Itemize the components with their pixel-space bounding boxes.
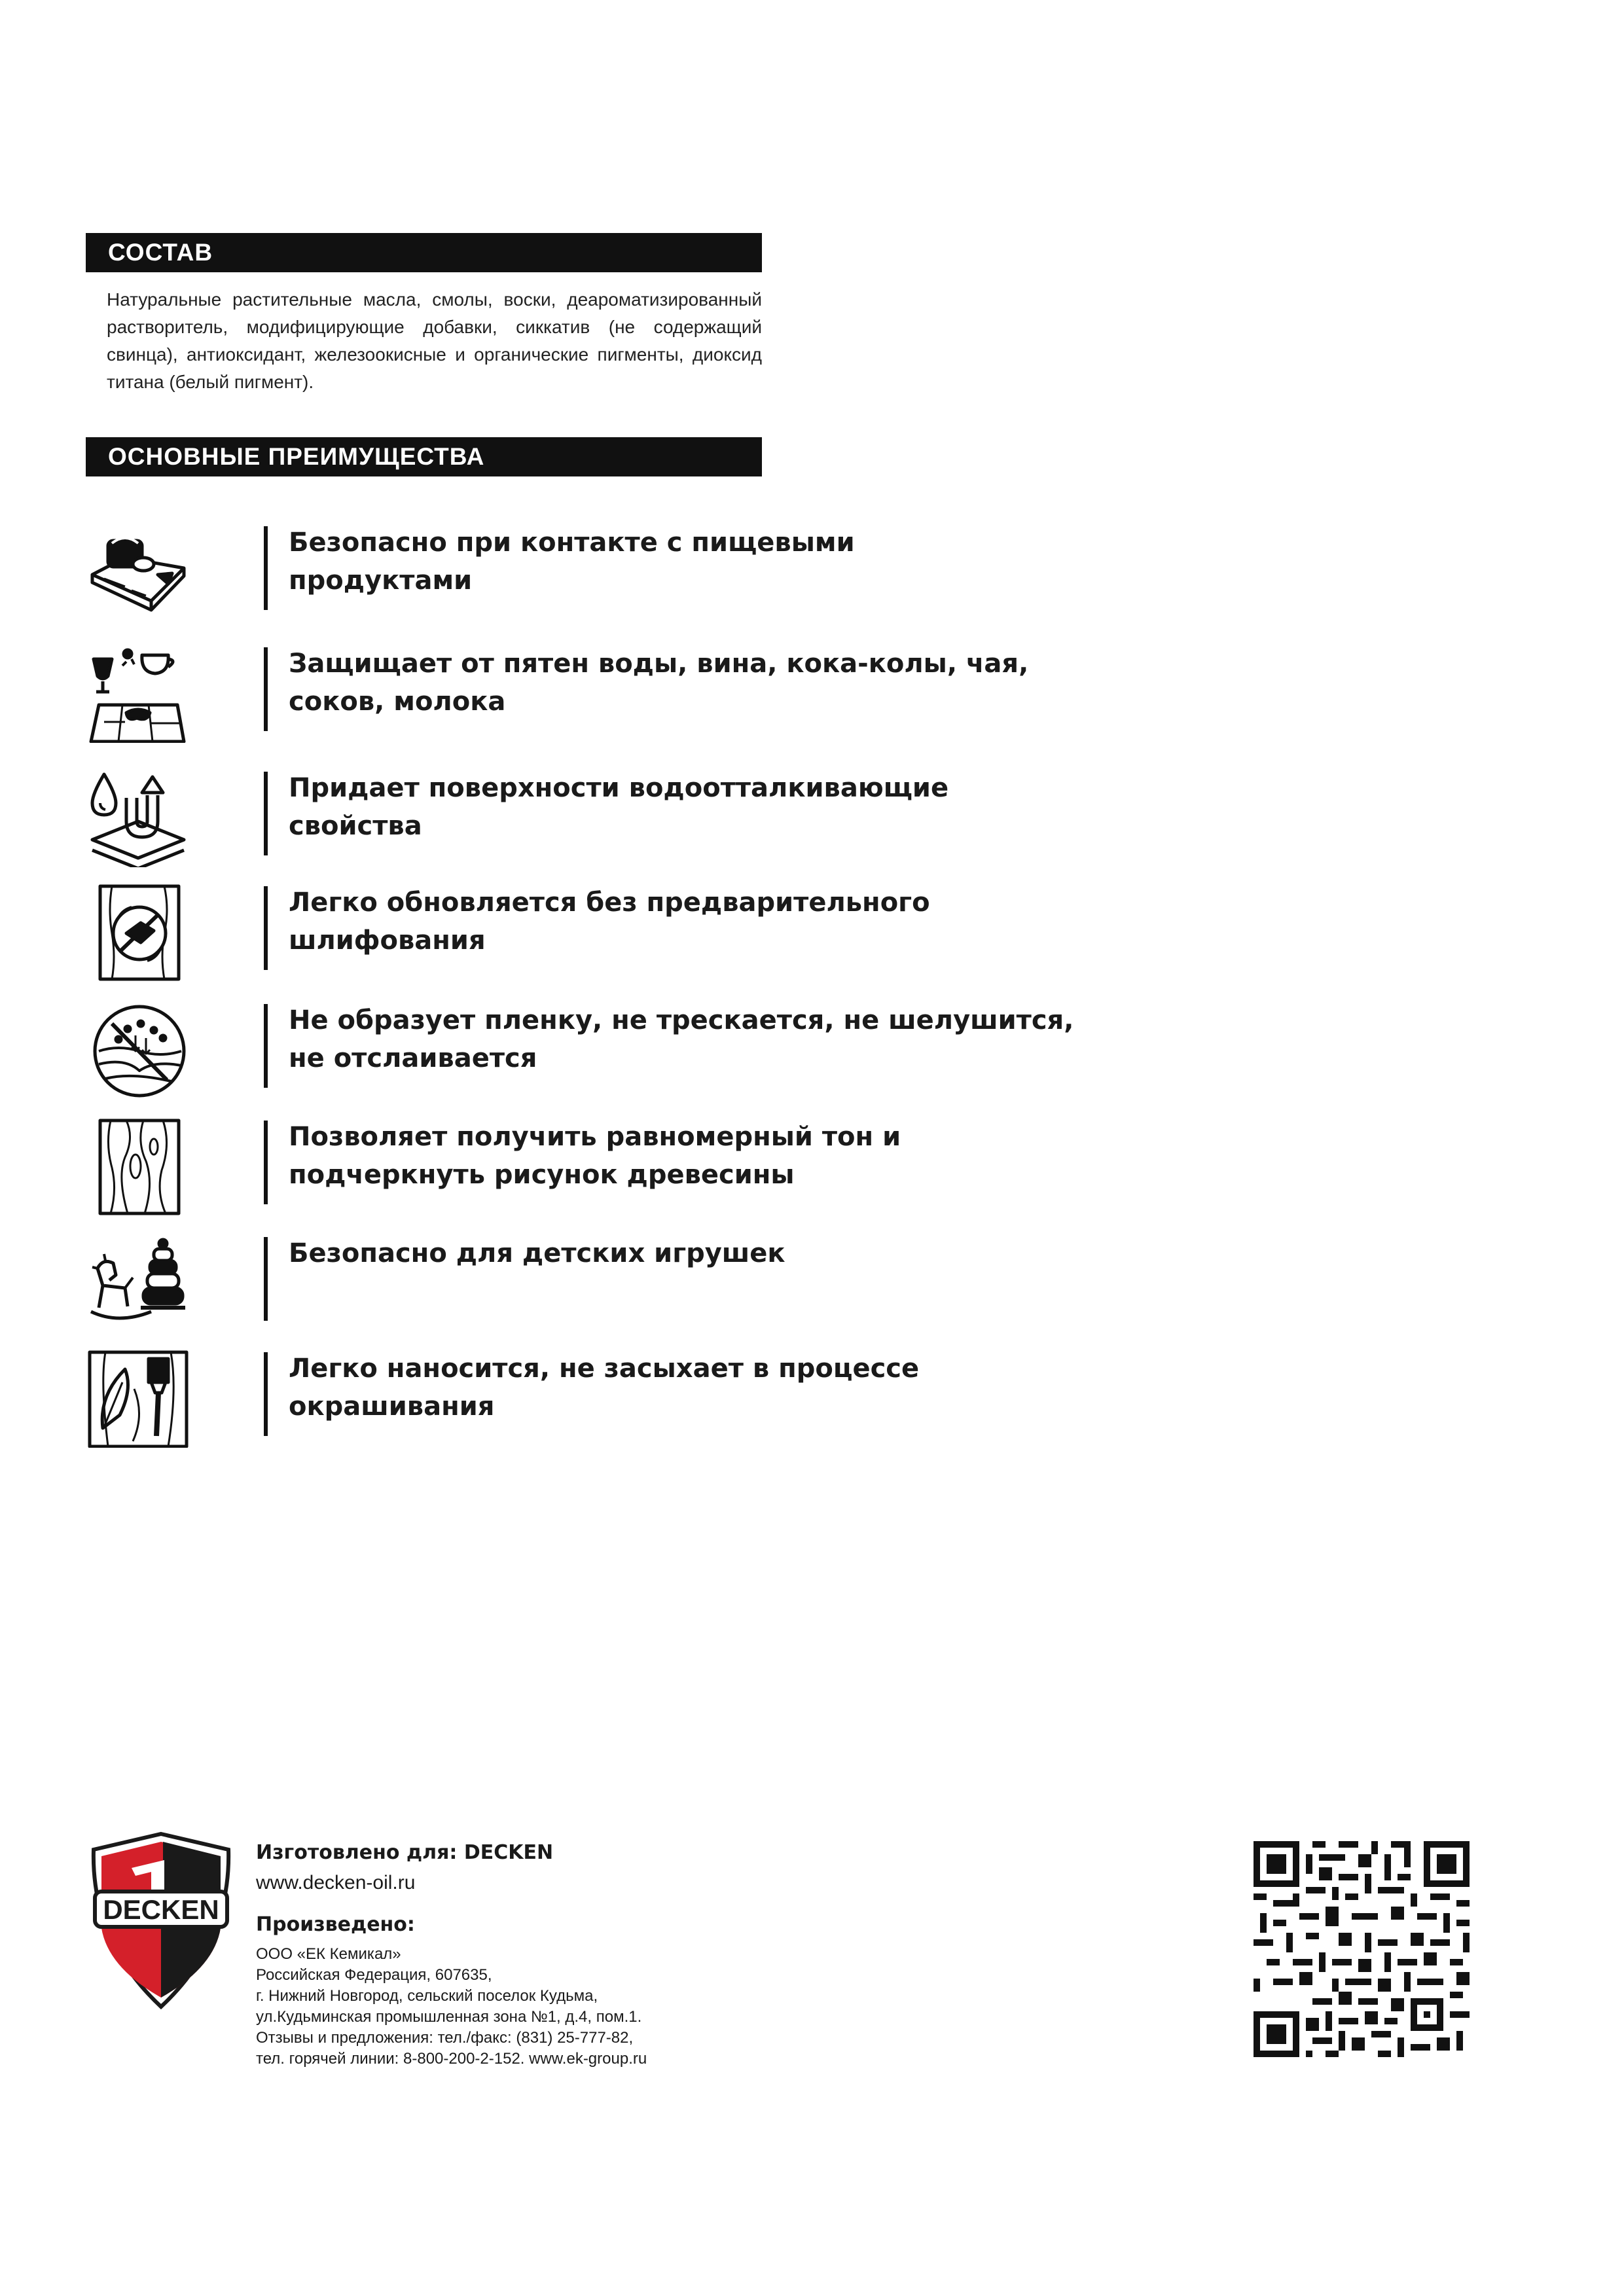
- producer-line: Российская Федерация, 607635,: [256, 1966, 492, 1984]
- benefit-even-tone: [86, 1118, 1068, 1216]
- toys-icon: [86, 1234, 190, 1333]
- benefit-line-2: соков, молока: [289, 687, 506, 717]
- website-link[interactable]: www.decken-oil.ru: [256, 1872, 416, 1893]
- benefit-no-film: [86, 1001, 1074, 1100]
- benefit-line-2: шлифования: [289, 925, 486, 956]
- producer-line: г. Нижний Новгород, сельский поселок Кудьма,: [256, 1987, 598, 2005]
- benefit-line-1: Легко наносится, не засыхает в процессе: [289, 1354, 920, 1384]
- composition-text: Натуральные растительные масла, смолы, воски, деароматизированный растворитель, модифицирующие добавки, сиккатив (не содержащий свинца), антиоксидант, железоокисные и органические пигменты, диоксид титана (белый пигмент).: [107, 289, 762, 392]
- benefit-line-1: Позволяет получить равномерный тон и: [289, 1122, 901, 1152]
- made-for-label: Изготовлено для: DECKEN: [256, 1841, 554, 1864]
- producer-line: тел. горячей линии: 8-800-200-2-152. www.ek-group.ru: [256, 2050, 647, 2068]
- producer-line: Отзывы и предложения: тел./факс: (831) 25-777-82,: [256, 2029, 634, 2047]
- benefit-line-2: свойства: [289, 811, 422, 841]
- benefit-food-safe: [86, 524, 1068, 622]
- advantages-heading: ОСНОВНЫЕ ПРЕИМУЩЕСТВА: [86, 437, 762, 476]
- produced-label: Произведено:: [256, 1913, 415, 1936]
- no-film-icon: [86, 1001, 190, 1100]
- qr-code[interactable]: [1254, 1841, 1470, 2057]
- benefit-line-1: Защищает от пятен воды, вина, кока-колы, чая,: [289, 649, 1029, 679]
- benefit-line-2: не отслаивается: [289, 1043, 537, 1073]
- easy-application-icon: [86, 1350, 190, 1448]
- producer-line: ул.Кудьминская промышленная зона №1, д.4, пом.1.: [256, 2008, 642, 2026]
- manufacturer-info: [256, 1838, 780, 2070]
- benefit-line-1: Легко обновляется без предварительного: [289, 888, 930, 918]
- benefit-toys-safe: [86, 1234, 1068, 1333]
- benefit-easy-renewal: [86, 884, 1068, 982]
- benefit-easy-application: [86, 1350, 1068, 1448]
- wood-grain-icon: [86, 1118, 190, 1216]
- benefit-line-1: Не образует пленку, не трескается, не шелушится,: [289, 1005, 1074, 1035]
- food-contact-icon: [86, 524, 190, 622]
- decken-logo: [86, 1830, 236, 2010]
- benefit-line-2: окрашивания: [289, 1391, 495, 1422]
- benefit-water-repellent: [86, 769, 1068, 867]
- logo-text: DECKEN: [103, 1894, 219, 1925]
- no-sanding-icon: [86, 884, 190, 982]
- producer-line: ООО «ЕК Кемикал»: [256, 1945, 401, 1963]
- water-repellent-icon: [86, 769, 190, 867]
- benefit-line-1: Безопасно для детских игрушек: [289, 1238, 785, 1268]
- composition-heading: СОСТАВ: [86, 233, 762, 272]
- benefit-line-2: продуктами: [289, 565, 473, 596]
- benefit-line-1: Безопасно при контакте с пищевыми: [289, 528, 855, 558]
- stain-protection-icon: [86, 645, 190, 743]
- benefit-line-1: Придает поверхности водоотталкивающие: [289, 773, 949, 803]
- benefit-stain-protection: [86, 645, 1068, 743]
- benefit-line-2: подчеркнуть рисунок древесины: [289, 1160, 795, 1190]
